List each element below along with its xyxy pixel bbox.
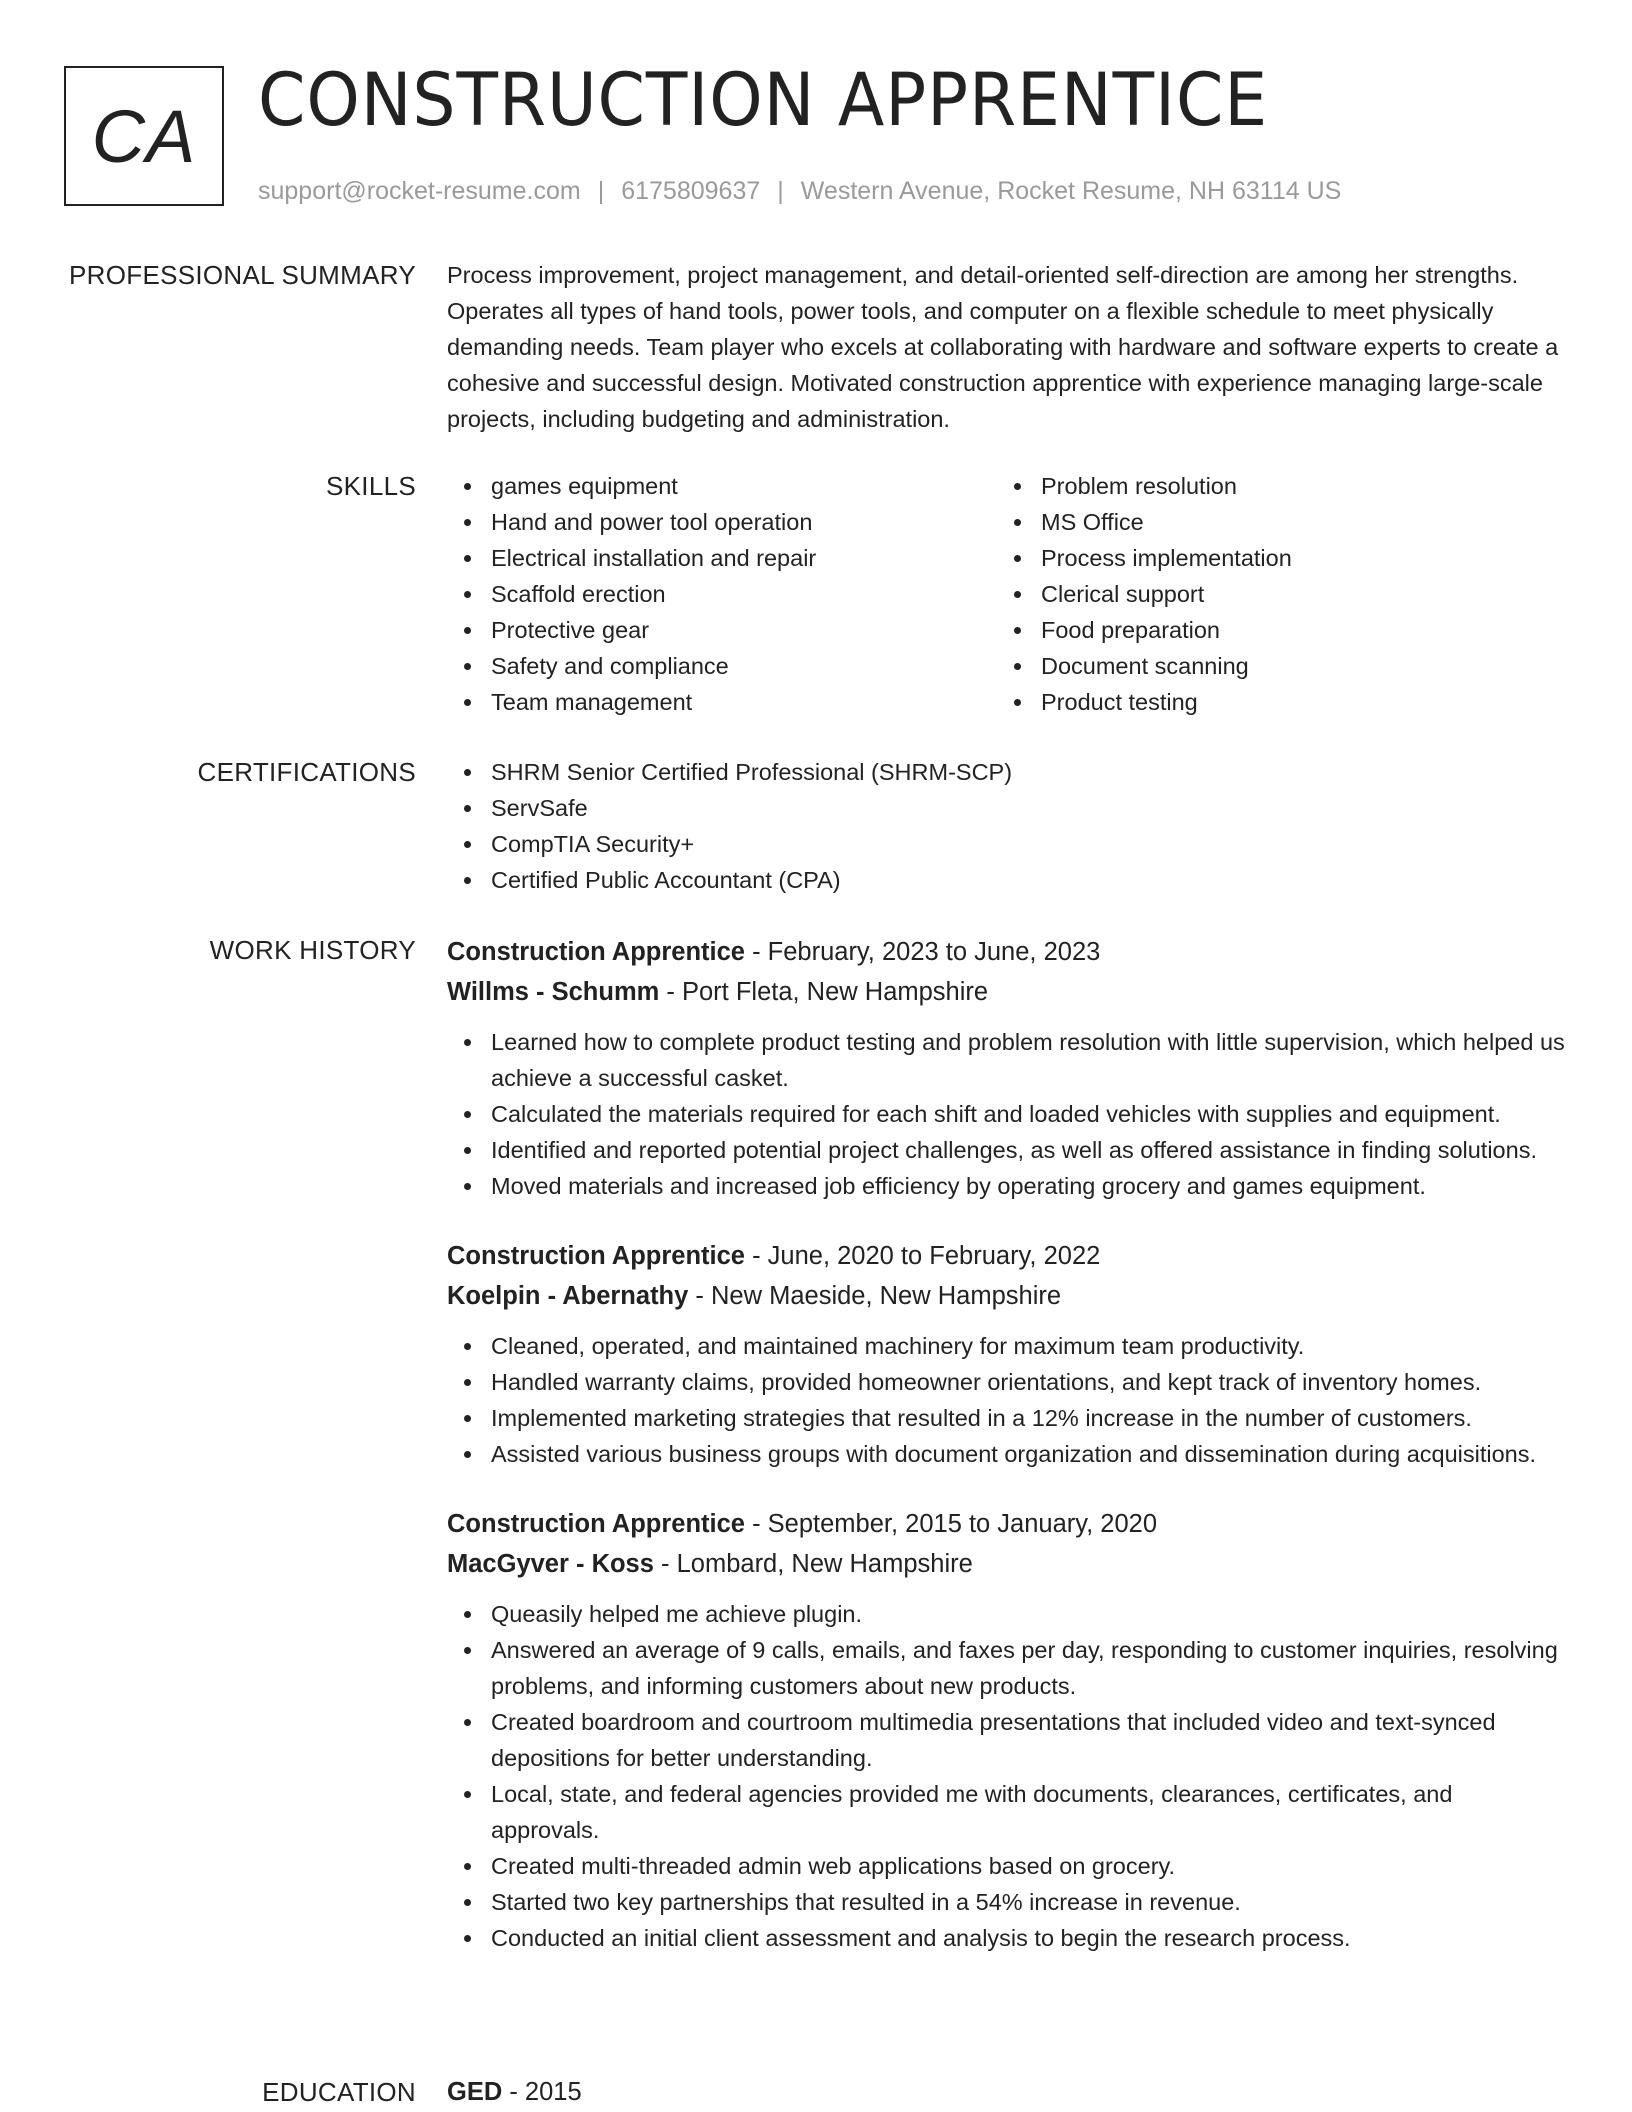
list-item: SHRM Senior Certified Professional (SHRM-SCP) bbox=[447, 754, 1567, 790]
education-year: - 2015 bbox=[502, 2078, 582, 2106]
contact-separator: | bbox=[597, 177, 605, 205]
job-location: - Lombard, New Hampshire bbox=[653, 1550, 973, 1578]
list-item: CompTIA Security+ bbox=[447, 826, 1567, 862]
contact-email: support@rocket-resume.com bbox=[258, 177, 581, 205]
monogram-box bbox=[64, 66, 224, 206]
job-bullets bbox=[447, 1596, 1567, 1956]
list-item: MS Office bbox=[997, 504, 1547, 540]
certifications-list bbox=[447, 754, 1567, 898]
list-item: Created multi-threaded admin web applications based on grocery. bbox=[447, 1848, 1567, 1884]
section-label-work-history: WORK HISTORY bbox=[209, 935, 416, 965]
skills-body bbox=[447, 468, 1567, 720]
list-item: Started two key partnerships that resulted in a 54% increase in revenue. bbox=[447, 1884, 1567, 1920]
section-label-education: EDUCATION bbox=[262, 2077, 416, 2107]
job-dates: - June, 2020 to February, 2022 bbox=[744, 1242, 1101, 1270]
job-company: Willms - Schumm bbox=[447, 978, 660, 1006]
list-item: Answered an average of 9 calls, emails, and faxes per day, responding to customer inquiries, resolving problems, and informing customers about new products. bbox=[447, 1632, 1567, 1704]
job-title-line bbox=[447, 932, 1567, 972]
education-degree: GED bbox=[447, 2078, 503, 2106]
job-entry bbox=[447, 932, 1567, 1204]
list-item: Learned how to complete product testing and problem resolution with little supervision, which helped us achieve a successful casket. bbox=[447, 1024, 1567, 1096]
job-entry bbox=[447, 1504, 1567, 1956]
section-label-certifications: CERTIFICATIONS bbox=[197, 757, 416, 787]
job-location: - Port Fleta, New Hampshire bbox=[659, 978, 989, 1006]
education-body bbox=[447, 2074, 1567, 2110]
list-item: Assisted various business groups with document organization and dissemination during acquisitions. bbox=[447, 1436, 1567, 1472]
list-item: Cleaned, operated, and maintained machinery for maximum team productivity. bbox=[447, 1328, 1567, 1364]
list-item: Calculated the materials required for each shift and loaded vehicles with supplies and equipment. bbox=[447, 1096, 1567, 1132]
list-item: Document scanning bbox=[997, 648, 1547, 684]
list-item: Food preparation bbox=[997, 612, 1547, 648]
job-location: - New Maeside, New Hampshire bbox=[688, 1282, 1062, 1310]
list-item: Implemented marketing strategies that resulted in a 12% increase in the number of customers. bbox=[447, 1400, 1567, 1436]
list-item: Conducted an initial client assessment and analysis to begin the research process. bbox=[447, 1920, 1567, 1956]
job-title: Construction Apprentice bbox=[447, 1242, 745, 1270]
list-item: Team management bbox=[447, 684, 997, 720]
summary-body bbox=[447, 257, 1567, 437]
list-item: Hand and power tool operation bbox=[447, 504, 997, 540]
list-item: Safety and compliance bbox=[447, 648, 997, 684]
list-item: Queasily helped me achieve plugin. bbox=[447, 1596, 1567, 1632]
job-bullets bbox=[447, 1328, 1567, 1472]
job-entry bbox=[447, 1236, 1567, 1472]
certifications-body bbox=[447, 754, 1567, 898]
list-item: Identified and reported potential project challenges, as well as offered assistance in finding solutions. bbox=[447, 1132, 1567, 1168]
job-company-line bbox=[447, 1544, 1567, 1584]
list-item: Electrical installation and repair bbox=[447, 540, 997, 576]
list-item: ServSafe bbox=[447, 790, 1567, 826]
job-bullets bbox=[447, 1024, 1567, 1204]
contact-address: Western Avenue, Rocket Resume, NH 63114 US bbox=[800, 177, 1342, 205]
section-label-skills: SKILLS bbox=[326, 471, 416, 501]
job-company-line bbox=[447, 1276, 1567, 1316]
job-title-line bbox=[447, 1236, 1567, 1276]
list-item: Product testing bbox=[997, 684, 1547, 720]
job-company-line bbox=[447, 972, 1567, 1012]
job-dates: - February, 2023 to June, 2023 bbox=[744, 938, 1101, 966]
job-title: Construction Apprentice bbox=[447, 938, 745, 966]
contact-line bbox=[258, 174, 1341, 208]
job-company: MacGyver - Koss bbox=[447, 1550, 654, 1578]
list-item: Problem resolution bbox=[997, 468, 1547, 504]
job-title: Construction Apprentice bbox=[447, 1510, 745, 1538]
summary-text: Process improvement, project management, and detail-oriented self-direction are among her strengths. Operates all types of hand tools, power tools, and computer on a flexible schedule to meet physically demanding needs. Team player who excels at collaborating with hardware and software experts to create a cohesive and successful design. Motivated construction apprentice with experience managing large-scale projects, including budgeting and administration. bbox=[447, 262, 1559, 432]
job-title-line bbox=[447, 1504, 1567, 1544]
list-item: Process implementation bbox=[997, 540, 1547, 576]
list-item: Created boardroom and courtroom multimedia presentations that included video and text-synced depositions for better understanding. bbox=[447, 1704, 1567, 1776]
skills-list-left bbox=[447, 468, 997, 720]
section-label-summary: PROFESSIONAL SUMMARY bbox=[69, 260, 416, 290]
list-item: Scaffold erection bbox=[447, 576, 997, 612]
contact-separator: | bbox=[777, 177, 784, 205]
list-item: games equipment bbox=[447, 468, 997, 504]
skills-list-right bbox=[997, 468, 1547, 720]
list-item: Handled warranty claims, provided homeowner orientations, and kept track of inventory homes. bbox=[447, 1364, 1567, 1400]
list-item: Clerical support bbox=[997, 576, 1547, 612]
job-company: Koelpin - Abernathy bbox=[447, 1282, 689, 1310]
list-item: Local, state, and federal agencies provided me with documents, clearances, certificates, and approvals. bbox=[447, 1776, 1567, 1848]
list-item: Moved materials and increased job efficiency by operating grocery and games equipment. bbox=[447, 1168, 1567, 1204]
skills-columns bbox=[447, 468, 1567, 720]
job-dates: - September, 2015 to January, 2020 bbox=[744, 1510, 1158, 1538]
education-entry bbox=[447, 2074, 1567, 2110]
list-item: Protective gear bbox=[447, 612, 997, 648]
contact-phone: 6175809637 bbox=[621, 177, 761, 205]
list-item: Certified Public Accountant (CPA) bbox=[447, 862, 1567, 898]
page-title: CONSTRUCTION APPRENTICE bbox=[258, 58, 1269, 143]
work-history-body bbox=[447, 932, 1567, 1956]
monogram-initials: CA bbox=[91, 94, 197, 178]
